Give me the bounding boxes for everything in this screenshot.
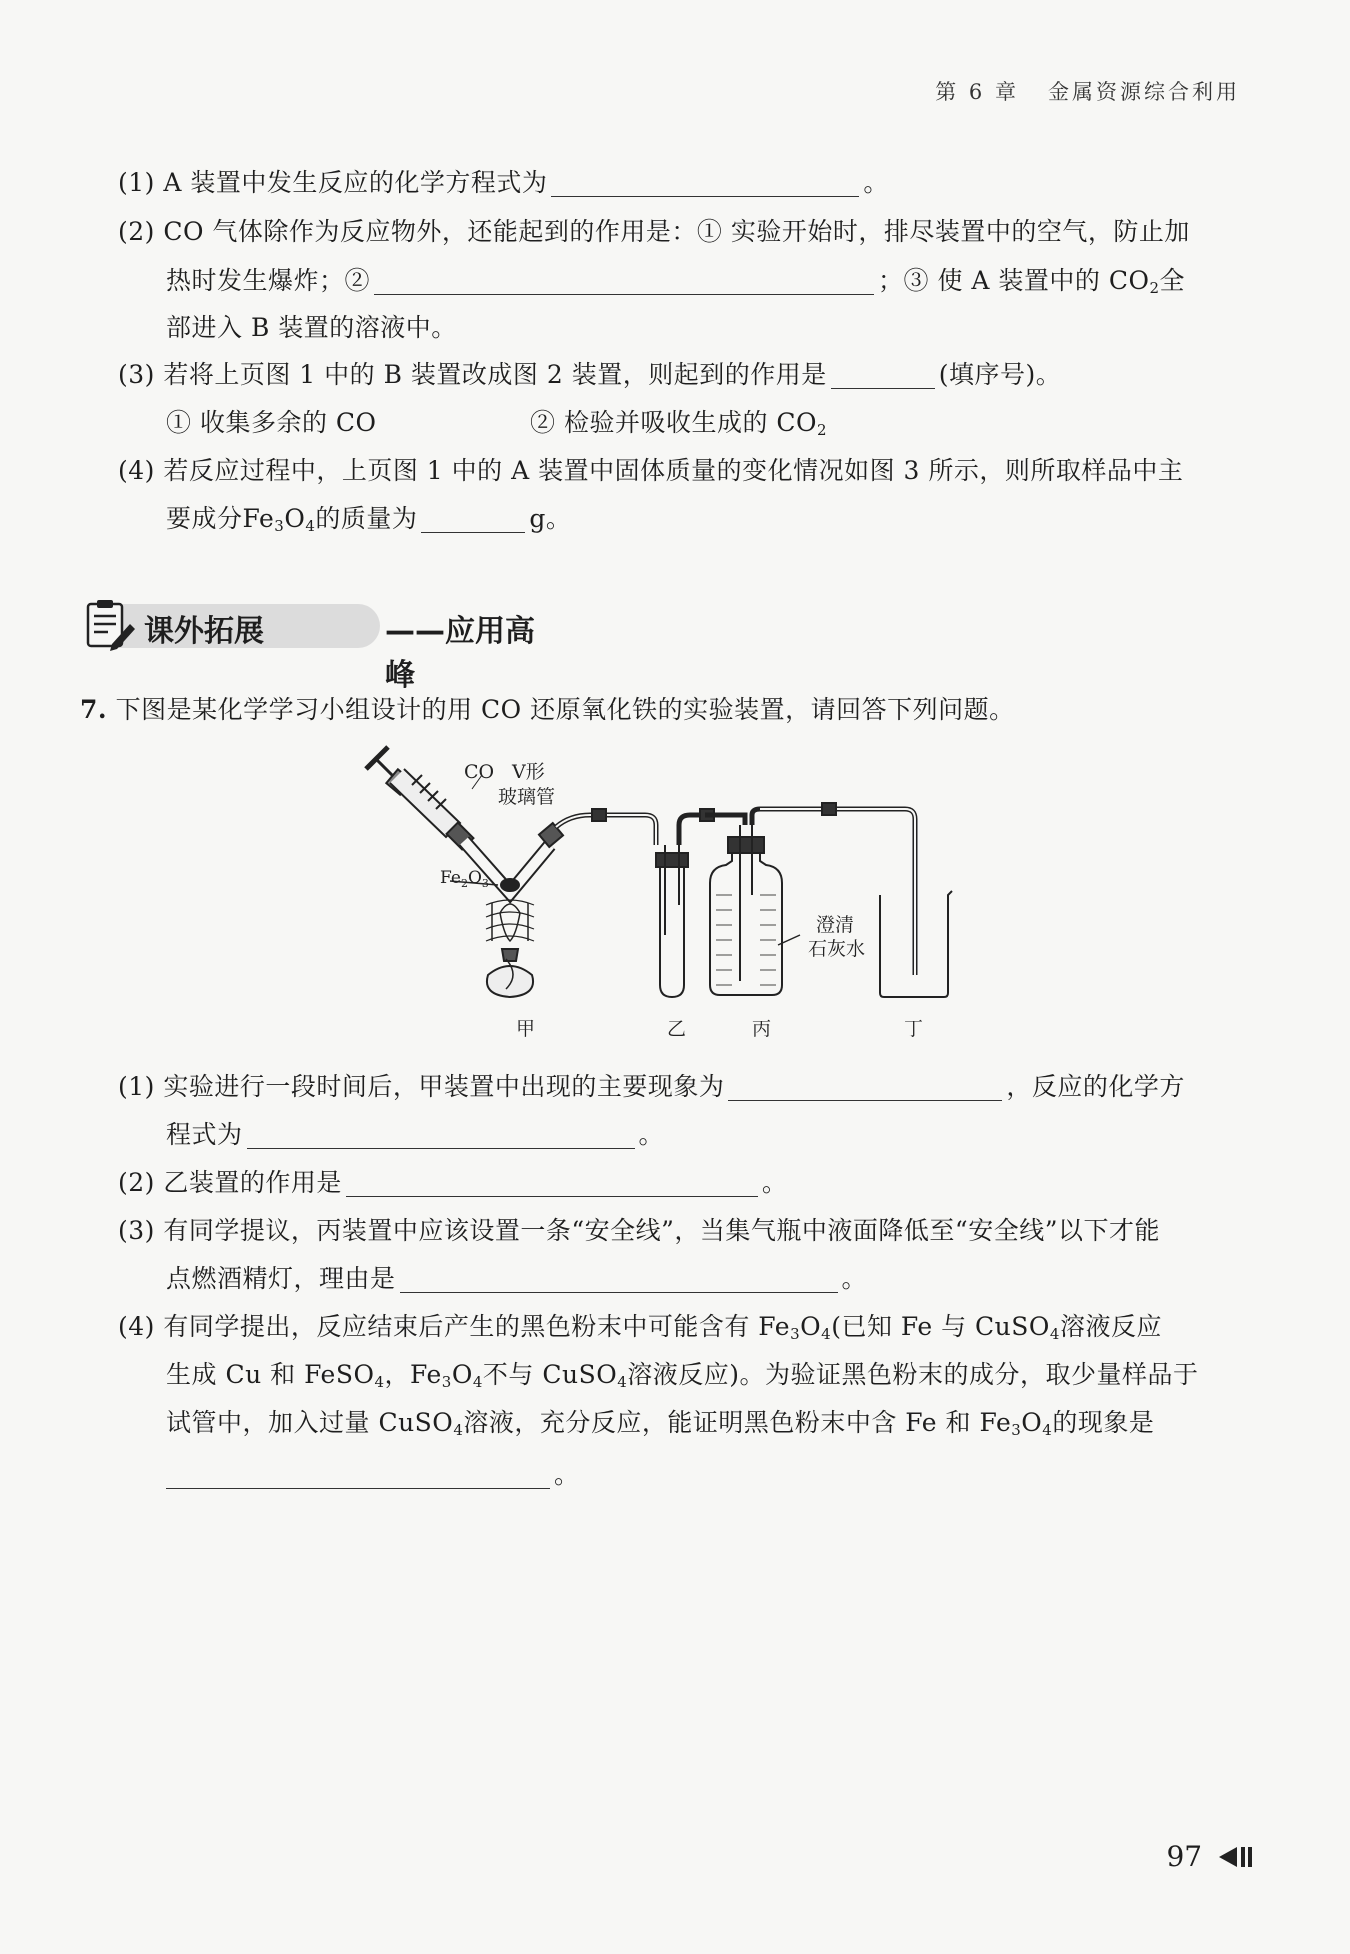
q7-part3-line2: 点燃酒精灯，理由是 。: [166, 1264, 868, 1293]
label-bing: 丙: [752, 1018, 772, 1040]
q7-part1-line1: (1) 实验进行一段时间后，甲装置中出现的主要现象为 ，反应的化学方: [118, 1072, 1185, 1101]
q7-stem: 7. 下图是某化学学习小组设计的用 CO 还原氧化铁的实验装置，请回答下列问题。: [80, 695, 1015, 724]
q6-part4-line2: 要成分$Fe_3O_4$的质量为 g。: [166, 504, 572, 535]
q7-part4-line1: (4) 有同学提出，反应结束后产生的黑色粉末中可能含有 $Fe_3O_4$(已知 Fe 与 CuSO$_4$溶液反应: [118, 1312, 1162, 1343]
label-limewater-2: 石灰水: [808, 938, 866, 960]
label-v-tube-1: V形: [512, 761, 545, 783]
label-yi: 乙: [667, 1018, 687, 1040]
label-jia: 甲: [516, 1018, 536, 1040]
label-ding: 丁: [904, 1018, 924, 1040]
q7-part3-line1: (3) 有同学提议，丙装置中应该设置一条“安全线”，当集气瓶中液面降低至“安全线”以下才能: [118, 1216, 1160, 1245]
q6-part2-line1: (2) CO 气体除作为反应物外，还能起到的作用是：① 实验开始时，排尽装置中的空气，防止加: [118, 217, 1190, 246]
answer-blank[interactable]: [728, 1074, 1002, 1101]
page-number: 97: [1166, 1840, 1255, 1873]
experiment-apparatus-figure: [360, 745, 980, 1050]
q7-part4-line3: 试管中，加入过量 CuSO$_4$溶液，充分反应，能证明黑色粉末中含 Fe 和 $Fe_3O_4$的现象是: [166, 1408, 1155, 1439]
q7-part4-line2: 生成 Cu 和 FeSO$_4$，$Fe_3O_4$不与 CuSO$_4$溶液反应)。为验证黑色粉末的成分，取少量样品于: [166, 1360, 1199, 1391]
answer-blank[interactable]: [421, 506, 525, 533]
q7-part4-line4: 。: [166, 1458, 580, 1492]
clipboard-pencil-icon: [82, 598, 138, 652]
q6-part4-line1: (4) 若反应过程中，上页图 1 中的 A 装置中固体质量的变化情况如图 3 所示，则所取样品中主: [118, 456, 1184, 485]
answer-blank[interactable]: [247, 1122, 635, 1149]
q6-part3-option1: ① 收集多余的 CO: [166, 408, 377, 437]
page-marker-icon: [1217, 1845, 1255, 1869]
answer-blank[interactable]: [166, 1462, 550, 1489]
answer-blank[interactable]: [400, 1266, 838, 1293]
answer-blank[interactable]: [831, 362, 935, 389]
label-co: CO: [464, 761, 495, 783]
q7-part2: (2) 乙装置的作用是 。: [118, 1168, 788, 1197]
q6-part3-line1: (3) 若将上页图 1 中的 B 装置改成图 2 装置，则起到的作用是 (填序号)。: [118, 360, 1062, 389]
answer-blank[interactable]: [551, 170, 859, 197]
section-subtitle: ——应用高峰: [385, 614, 535, 693]
label-limewater-1: 澄清: [816, 914, 855, 936]
q6-part1: (1) A 装置中发生反应的化学方程式为 。: [118, 168, 889, 197]
gas-bottle-bing: [705, 809, 820, 995]
alcohol-lamp-jia: [486, 900, 534, 997]
chapter-number: 第 6 章: [935, 80, 1019, 104]
section-title: 课外拓展: [144, 614, 264, 649]
q6-part2-line2: 热时发生爆炸；② ；③ 使 A 装置中的 $CO_2$全: [166, 266, 1186, 297]
section-header: [80, 598, 540, 693]
q6-part3-option2: ② 检验并吸收生成的 $CO_2$: [530, 408, 828, 439]
label-v-tube-2: 玻璃管: [498, 786, 556, 808]
answer-blank[interactable]: [374, 268, 874, 295]
q7-part1-line2: 程式为 。: [166, 1120, 665, 1149]
answer-blank[interactable]: [346, 1170, 758, 1197]
label-fe2o3: $Fe_2O_3$: [440, 868, 489, 890]
q6-part2-line3: 部进入 B 装置的溶液中。: [166, 313, 457, 342]
chapter-title: 金属资源综合利用: [1048, 80, 1240, 104]
co-syringe: [366, 747, 473, 849]
question-number: 7.: [80, 695, 108, 724]
running-header: [935, 76, 1240, 106]
